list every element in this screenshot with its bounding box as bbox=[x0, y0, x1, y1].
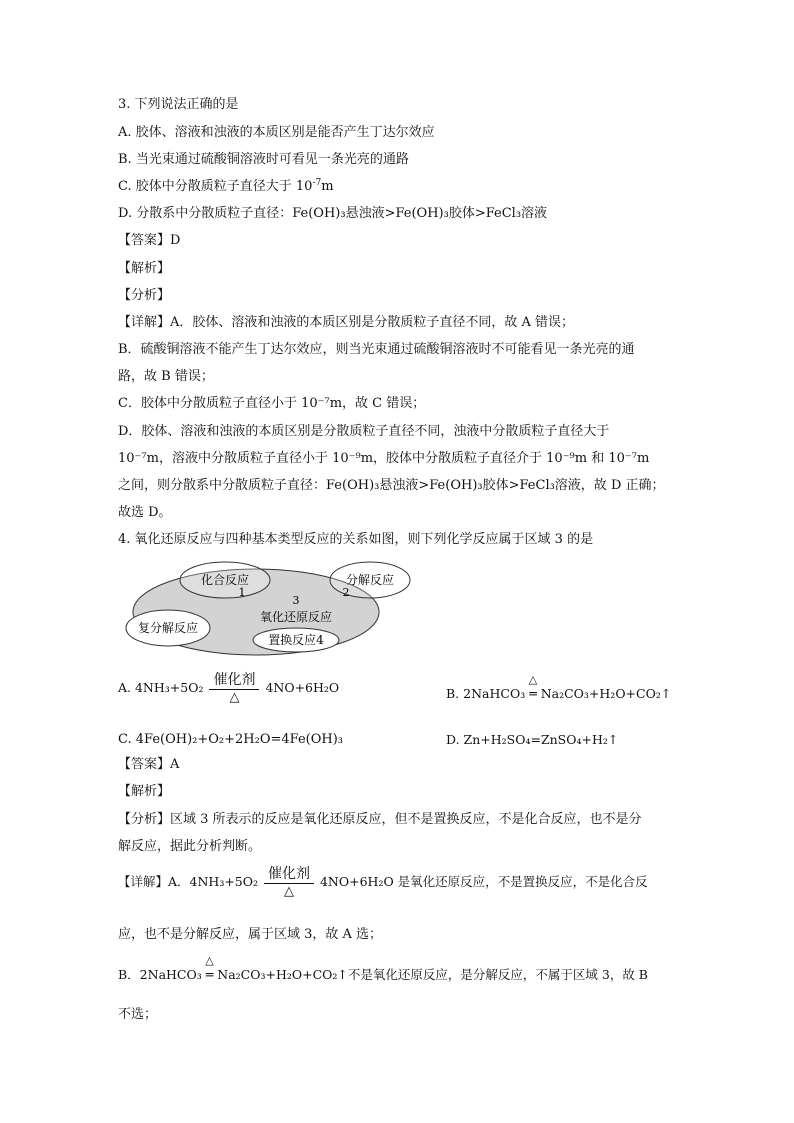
q3-option-c-pre: C. 胶体中分散质粒子直径大于 10 bbox=[118, 179, 313, 194]
q4-detail-b-post: Na₂CO₃+H₂O+CO₂↑不是氧化还原反应，是分解反应，不属于区域 3，故 B bbox=[217, 967, 648, 982]
q4-option-a-label: A. 4NH₃+5O₂ bbox=[118, 680, 204, 695]
heat-symbol: △ bbox=[229, 690, 240, 705]
region-2-label: 2 bbox=[342, 586, 350, 599]
q4-option-d: D. Zn+H₂SO₄=ZnSO₄+H₂↑ bbox=[446, 732, 619, 747]
q3-option-c-exp: -7 bbox=[312, 178, 322, 188]
q4-detail-b bbox=[118, 954, 648, 983]
heat-symbol: △ bbox=[205, 954, 214, 967]
q3-option-c bbox=[118, 178, 334, 196]
q4-fenxi-2: 解反应，据此分析判断。 bbox=[118, 839, 262, 854]
q3-jiexi: 【解析】 bbox=[118, 261, 171, 276]
q3-detail-6: 10⁻⁷m，溶液中分散质粒子直径小于 10⁻⁹m，胶体中分散质粒子直径介于 10⁻⁹m 和 10⁻⁷m bbox=[118, 451, 650, 466]
q4-jiexi: 【解析】 bbox=[118, 784, 171, 799]
q3-option-c-post: m bbox=[321, 179, 334, 194]
q4-option-b-product: Na₂CO₃+H₂O+CO₂↑ bbox=[540, 686, 672, 701]
q3-detail-5: D．胶体、溶液和浊液的本质区别是分散质粒子直径不同，浊液中分散质粒子直径大于 bbox=[118, 424, 610, 439]
q4-option-b-label: B. 2NaHCO₃ bbox=[446, 686, 526, 701]
decomposition-label: 分解反应 bbox=[345, 573, 395, 587]
q3-detail-7: 之间，则分散系中分散质粒子直径：Fe(OH)₃悬浊液>Fe(OH)₃胶体>FeCl₃溶液，故 D 正确； bbox=[118, 478, 665, 493]
q3-detail-4: C．胶体中分散质粒子直径小于 10⁻⁷m，故 C 错误； bbox=[118, 396, 426, 411]
q4-fenxi-1: 【分析】区域 3 所表示的反应是氧化还原反应，但不是置换反应，不是化合反应，也不是分 bbox=[118, 812, 642, 827]
q4-option-c: C. 4Fe(OH)₂+O₂+2H₂O=4Fe(OH)₃ bbox=[118, 732, 344, 747]
combination-label: 化合反应 bbox=[200, 573, 250, 587]
q3-answer: 【答案】D bbox=[118, 233, 181, 248]
q4-answer: 【答案】A bbox=[118, 757, 180, 772]
q3-option-b: B. 当光束通过硫酸铜溶液时可看见一条光亮的通路 bbox=[118, 152, 409, 167]
q3-option-d: D. 分散系中分散质粒子直径：Fe(OH)₃悬浊液>Fe(OH)₃胶体>FeCl₃溶液 bbox=[118, 206, 548, 221]
q4-detail-b-2: 不选； bbox=[118, 1007, 158, 1022]
catalyst-arrow bbox=[209, 672, 259, 705]
q3-stem: 3. 下列说法正确的是 bbox=[118, 97, 239, 112]
q4-detail-a-2: 应，也不是分解反应，属于区域 3，故 A 选； bbox=[118, 927, 383, 942]
q4-stem: 4. 氧化还原反应与四种基本类型反应的关系如图，则下列化学反应属于区域 3 的是 bbox=[118, 532, 594, 547]
q4-detail-a bbox=[118, 866, 648, 899]
q3-detail-1: 【详解】A．胶体、溶液和浊液的本质区别是分散质粒子直径不同，故 A 错误； bbox=[118, 315, 575, 330]
redox-label: 氧化还原反应 bbox=[259, 610, 333, 624]
region-1-label: 1 bbox=[238, 586, 246, 599]
q4-option-a bbox=[118, 672, 339, 705]
double-replacement-label: 复分解反应 bbox=[137, 621, 199, 635]
q4-detail-b-pre: B．2NaHCO₃ bbox=[118, 967, 202, 982]
q4-detail-a-pre: 【详解】A．4NH₃+5O₂ bbox=[118, 874, 259, 889]
reaction-venn-diagram bbox=[125, 560, 415, 660]
catalyst-text: 催化剂 bbox=[268, 866, 310, 882]
q3-detail-2: B．硫酸铜溶液不能产生丁达尔效应，则当光束通过硫酸铜溶液时不可能看见一条光亮的通 bbox=[118, 342, 635, 357]
catalyst-arrow bbox=[264, 866, 314, 899]
q4-detail-a-post: 4NO+6H₂O 是氧化还原反应，不是置换反应，不是化合反 bbox=[319, 874, 648, 889]
q4-option-a-product: 4NO+6H₂O bbox=[265, 680, 340, 695]
q4-option-b bbox=[446, 673, 672, 701]
heat-equals: △ ═ bbox=[205, 954, 214, 982]
heat-symbol: △ bbox=[528, 673, 538, 686]
q3-detail-3: 路，故 B 错误； bbox=[118, 369, 214, 384]
region-3-label: 3 bbox=[292, 594, 300, 607]
heat-equals: △ ═ bbox=[528, 673, 538, 701]
q3-detail-8: 故选 D。 bbox=[118, 505, 172, 520]
replacement-label: 置换反应4 bbox=[268, 633, 324, 647]
heat-symbol: △ bbox=[284, 884, 294, 899]
catalyst-text: 催化剂 bbox=[213, 672, 256, 688]
q3-fenxi: 【分析】 bbox=[118, 288, 171, 303]
q3-option-a: A. 胶体、溶液和浊液的本质区别是能否产生丁达尔效应 bbox=[118, 125, 435, 140]
